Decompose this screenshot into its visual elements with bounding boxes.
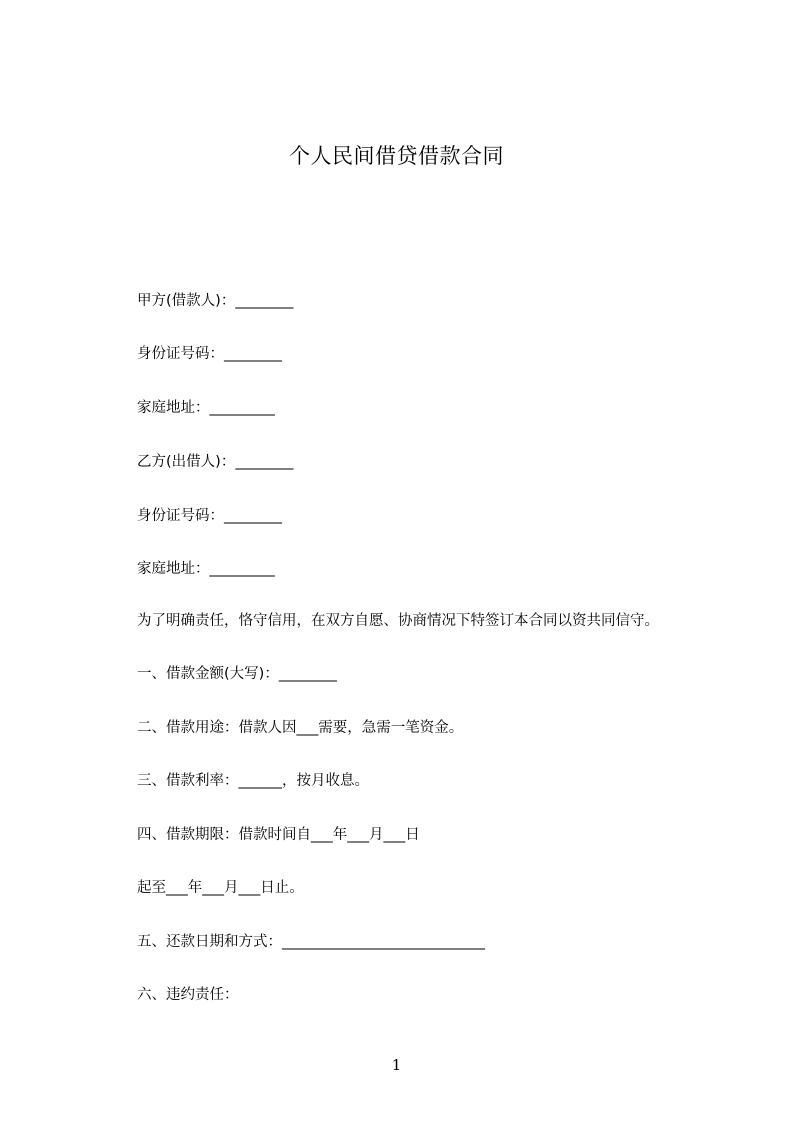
lender-id-line: 身份证号码：________ — [137, 508, 282, 524]
clause-loan-amount: 一、借款金额(大写)：________ — [137, 666, 337, 682]
clause-loan-purpose: 二、借款用途：借款人因___需要，急需一笔资金。 — [137, 720, 464, 736]
preamble-paragraph: 为了明确责任，恪守信用，在双方自愿、协商情况下特签订本合同以资共同信守。 — [137, 613, 659, 629]
lender-name-line: 乙方(出借人)：________ — [137, 454, 294, 470]
document-title: 个人民间借贷借款合同 — [289, 144, 504, 168]
borrower-id-line: 身份证号码：________ — [137, 346, 282, 362]
borrower-address-line: 家庭地址：_________ — [137, 400, 275, 416]
clause-interest-rate: 三、借款利率：______，按月收息。 — [137, 773, 369, 789]
clause-loan-term: 四、借款期限：借款时间自___年___月___日 — [137, 827, 420, 843]
clause-loan-term-end: 起至___年___月___日止。 — [137, 880, 304, 896]
clause-repayment: 五、还款日期和方式：____________________________ — [137, 934, 485, 950]
borrower-name-line: 甲方(借款人)：________ — [137, 293, 294, 309]
lender-address-line: 家庭地址：_________ — [137, 561, 275, 577]
clause-breach-liability: 六、违约责任： — [137, 987, 239, 1003]
page-number: 1 — [391, 1056, 402, 1074]
